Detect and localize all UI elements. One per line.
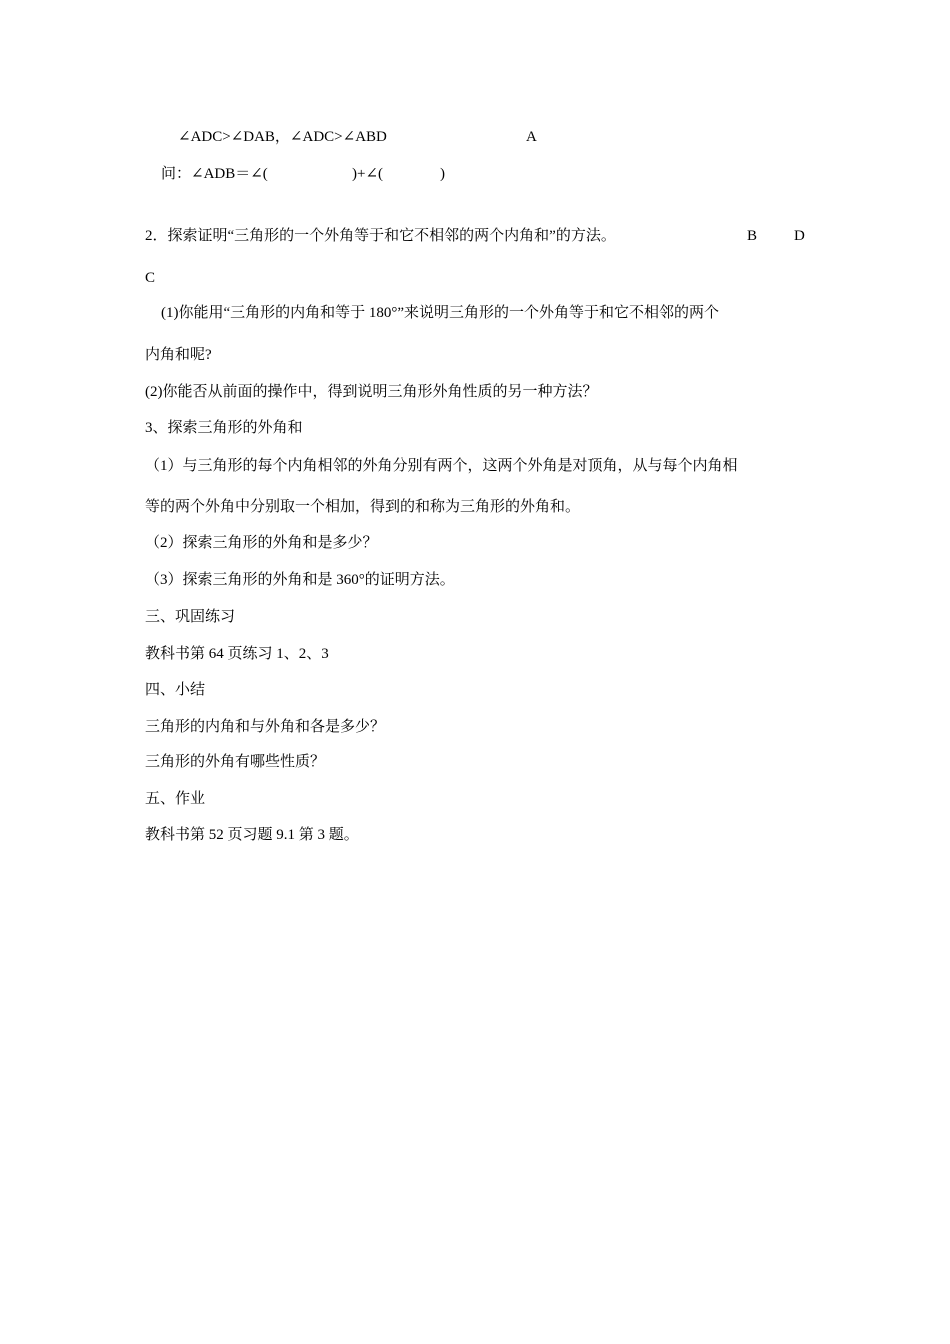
item3-paragraph2: （2）探索三角形的外角和是多少？ xyxy=(145,535,378,551)
item2-question1-line2: 内角和呢? xyxy=(145,347,212,363)
section3-text: 教科书第 64 页练习 1、2、3 xyxy=(145,646,329,662)
item2-question2: (2)你能否从前面的操作中，得到说明三角形外角性质的另一种方法？ xyxy=(145,384,598,400)
item3-paragraph1-line2: 等的两个外角中分别取一个相加，得到的和称为三角形的外角和。 xyxy=(145,499,581,515)
item3-heading: 3、探索三角形的外角和 xyxy=(145,420,303,436)
angle-question-mid: )+∠( xyxy=(352,166,384,182)
angle-question-prefix: 问：∠ADB＝∠( xyxy=(161,166,268,182)
section4-heading: 四、小结 xyxy=(145,682,206,698)
section3-heading: 三、巩固练习 xyxy=(145,609,236,625)
figure-label-a: A xyxy=(526,129,537,145)
item3-paragraph1-line1: （1）与三角形的每个内角相邻的外角分别有两个，这两个外角是对顶角，从与每个内角相 xyxy=(145,458,738,474)
angle-relation-line: ∠ADC>∠DAB，∠ADC>∠ABD xyxy=(178,129,387,145)
section4-question2: 三角形的外角有哪些性质？ xyxy=(145,754,326,770)
section4-question1: 三角形的内角和与外角和各是多少？ xyxy=(145,719,386,735)
item2-heading: 2．探索证明“三角形的一个外角等于和它不相邻的两个内角和”的方法。 xyxy=(145,228,616,244)
section5-text: 教科书第 52 页习题 9.1 第 3 题。 xyxy=(145,827,359,843)
item2-question1-line1: (1)你能用“三角形的内角和等于 180°”来说明三角形的一个外角等于和它不相邻的两个 xyxy=(161,305,720,321)
figure-label-b: B xyxy=(747,228,758,244)
angle-question-end: ) xyxy=(440,166,445,182)
item3-paragraph3: （3）探索三角形的外角和是 360°的证明方法。 xyxy=(145,572,455,588)
figure-label-c: C xyxy=(145,270,156,286)
figure-label-d: D xyxy=(794,228,805,244)
section5-heading: 五、作业 xyxy=(145,791,206,807)
